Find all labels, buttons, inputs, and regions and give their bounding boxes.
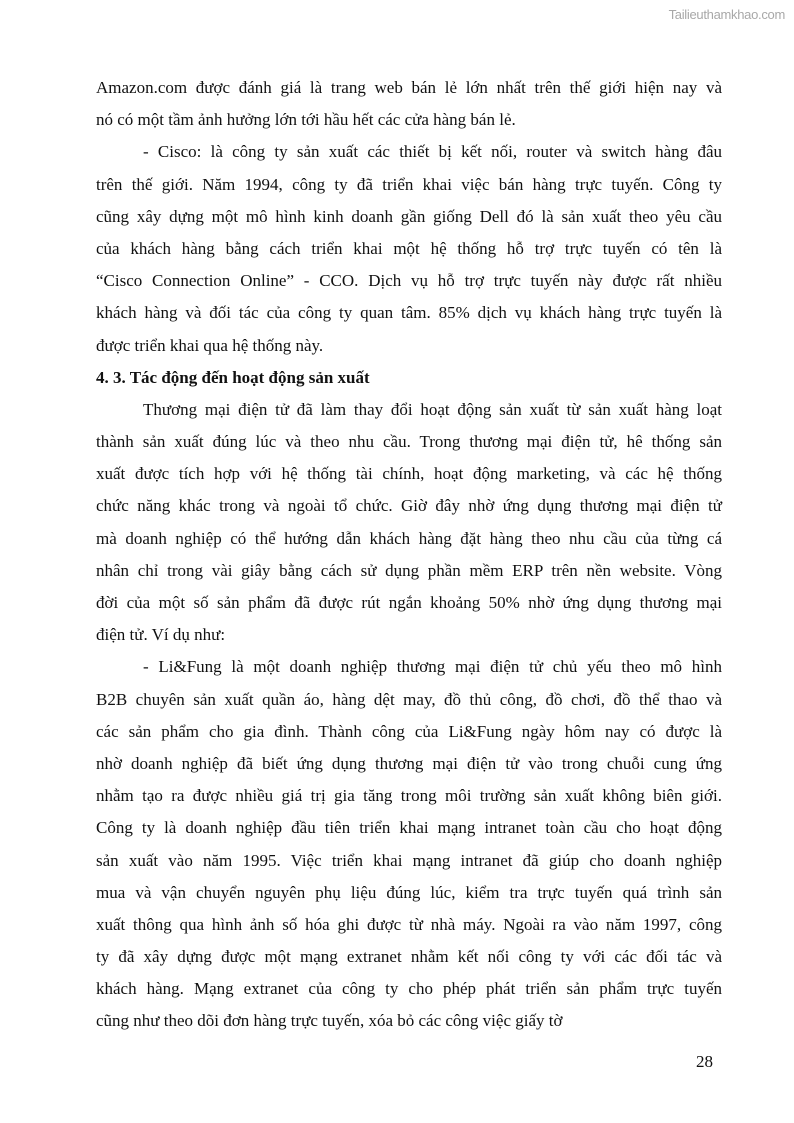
text-line: sản xuất vào năm 1995. Việc triển khai mạng intranet đã giúp cho doanh nghiệp [96, 850, 722, 870]
text-line: khách hàng. Mạng extranet của công ty cho phép phát triển sản phẩm trực tuyến [96, 979, 722, 999]
text-line: các sản phẩm cho gia đình. Thành công của Li&Fung ngày hôm nay có được là [96, 721, 722, 741]
text-line: được triển khai qua hệ thống này. [96, 335, 324, 355]
text-line: ty đã xây dựng được một mạng extranet nhằm kết nối công ty với các đối tác và [96, 947, 722, 967]
text-line: trên thế giới. Năm 1994, công ty đã triển khai việc bán hàng trực tuyến. Công ty [96, 174, 722, 194]
text-line: mua và vận chuyển nguyên phụ liệu đúng lúc, kiểm tra trực tuyến quá trình sản [96, 882, 722, 902]
text-line: nhằm tạo ra được nhiều giá trị gia tăng trong môi trường sản xuất không biên giới. [96, 786, 722, 806]
page-number: 28 [696, 1052, 713, 1071]
text-line: của khách hàng bằng cách triển khai một hệ thống hỗ trợ trực tuyến có tên là [96, 238, 722, 258]
text-line: B2B chuyên sản xuất quần áo, hàng dệt may, đồ thủ công, đồ chơi, đồ thể thao và [96, 689, 722, 709]
paragraph [96, 651, 722, 1037]
paragraph [96, 394, 722, 652]
text-line: đời của một số sản phẩm đã được rút ngắn khoảng 50% nhờ ứng dụng thương mại [96, 593, 722, 612]
text-line: xuất thông qua hình ảnh số hóa ghi được từ nhà máy. Ngoài ra vào năm 1997, công [96, 914, 722, 934]
section-heading [96, 362, 722, 394]
watermark: Tailieuthamkhao.com [668, 7, 785, 22]
text-line: xuất được tích hợp với hệ thống tài chính, hoạt động marketing, và các hệ thống [96, 464, 722, 484]
paragraph [96, 72, 722, 136]
text-line: “Cisco Connection Online” - CCO. Dịch vụ hỗ trợ trực tuyến này được rất nhiều [96, 271, 722, 291]
document-body [96, 72, 722, 1038]
text-line: Thương mại điện tử đã làm thay đổi hoạt động sản xuất từ sản xuất hàng loạt [143, 399, 722, 419]
text-line: nó có một tầm ảnh hưởng lớn tới hầu hết các cửa hàng bán lẻ. [96, 110, 516, 130]
paragraph [96, 136, 722, 361]
text-line: - Li&Fung là một doanh nghiệp thương mại điện tử chủ yếu theo mô hình [143, 657, 722, 677]
text-line: điện tử. Ví dụ như: [96, 625, 226, 645]
text-line: thành sản xuất đúng lúc và theo nhu cầu. Trong thương mại điện tử, hê thống sản [96, 432, 722, 452]
text-line: - Cisco: là công ty sản xuất các thiết bị kết nối, router và switch hàng đâu [143, 142, 722, 162]
text-line: cũng xây dựng một mô hình kinh doanh gần giống Dell đó là sản xuất theo yêu cầu [96, 206, 722, 226]
text-line: khách hàng và đối tác của công ty quan tâm. 85% dịch vụ khách hàng trực tuyến là [96, 303, 722, 323]
text-line: nhân chỉ trong vài giây bằng cách sử dụng phần mềm ERP trên nền website. Vòng [96, 560, 722, 580]
text-line: mà doanh nghiệp có thể hướng dẫn khách hàng đặt hàng theo nhu cầu của từng cá [96, 528, 722, 548]
text-line: nhờ doanh nghiệp đã biết ứng dụng thương mại điện tử vào trong chuỗi cung ứng [96, 753, 722, 773]
text-line: cũng như theo dõi đơn hàng trực tuyến, xóa bỏ các công việc giấy tờ [96, 1011, 563, 1031]
text-line: Amazon.com được đánh giá là trang web bán lẻ lớn nhất trên thế giới hiện nay và [96, 78, 722, 97]
text-line: chức năng khác trong và ngoài tổ chức. Giờ đây nhờ ứng dụng thương mại điện tử [96, 496, 722, 516]
text-line: Công ty là doanh nghiệp đầu tiên triển khai mạng intranet toàn cầu cho hoạt động [96, 818, 722, 838]
text-line: 4. 3. Tác động đến hoạt động sản xuất [96, 367, 370, 387]
